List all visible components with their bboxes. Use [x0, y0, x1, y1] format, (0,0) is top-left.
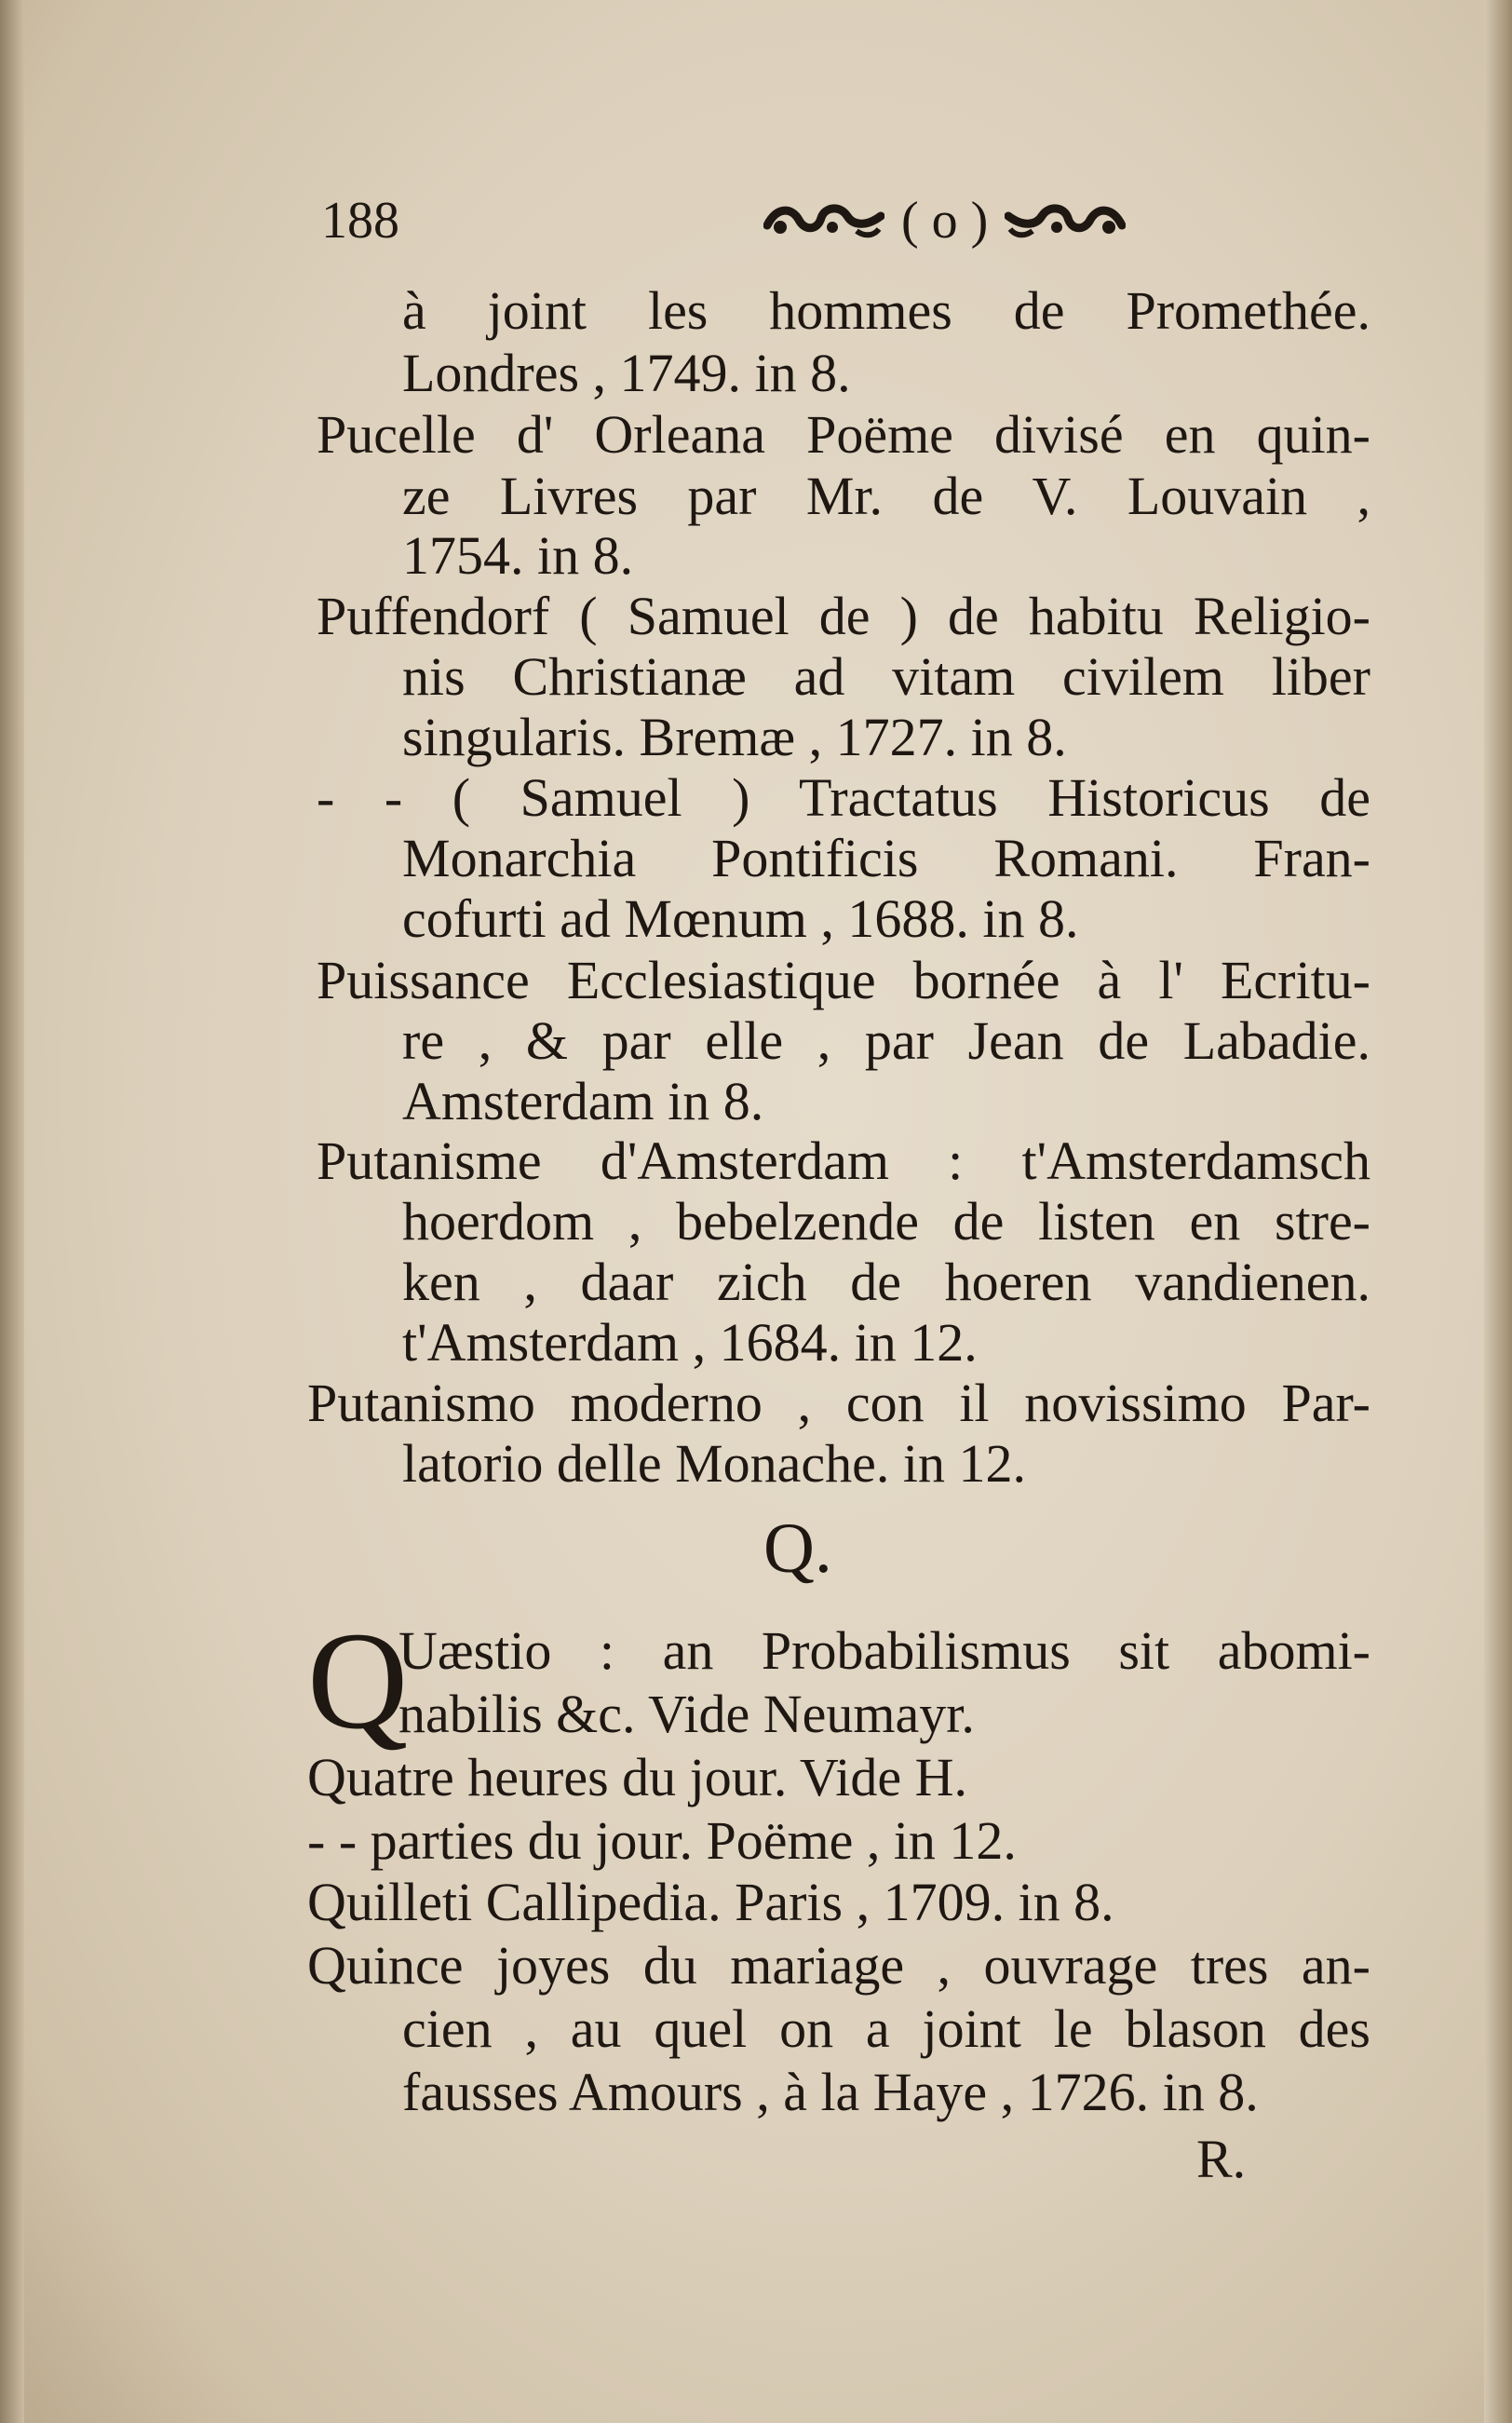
entry-line: re , & par elle , par Jean de Labadie. — [402, 1010, 1370, 1071]
entry-line: singularis. Bremæ , 1727. in 8. — [402, 707, 1067, 767]
entry-line: Puffendorf ( Samuel de ) de habitu Religio- — [317, 586, 1370, 646]
entry-line: ze Livres par Mr. de V. Louvain , — [402, 466, 1370, 526]
drop-cap: Q — [307, 1604, 409, 1758]
entry-line: Pucelle d' Orleana Poëme divisé en quin- — [317, 404, 1370, 465]
entry-line: cien , au quel on a joint le blason des — [402, 1998, 1370, 2059]
entry-line: Puissance Ecclesiastique bornée à l' Ecritu- — [317, 950, 1370, 1010]
entry-line: à joint les hommes de Promethée. — [402, 280, 1370, 341]
entry-line: Amsterdam in 8. — [402, 1071, 764, 1131]
entry-line: 1754. in 8. — [402, 525, 634, 586]
catchword: R. — [1196, 2129, 1247, 2189]
ornament-left-icon — [763, 199, 884, 242]
entry-line: Putanismo moderno , con il novissimo Par- — [307, 1373, 1370, 1433]
entry-line: latorio delle Monache. in 12. — [402, 1433, 1027, 1494]
entry-line: Putanisme d'Amsterdam : t'Amsterdamsch — [317, 1130, 1370, 1191]
page-header — [321, 191, 1364, 256]
entry-line: Quince joyes du mariage , ouvrage tres an- — [307, 1935, 1370, 1996]
entry-line: Quatre heures du jour. Vide H. — [307, 1747, 967, 1807]
entry-line: hoerdom , bebelzende de listen en stre- — [402, 1191, 1370, 1252]
header-mark — [763, 191, 1126, 250]
entry-line: t'Amsterdam , 1684. in 12. — [402, 1312, 978, 1373]
entry-line: nabilis &c. Vide Neumayr. — [398, 1684, 975, 1744]
page-number: 188 — [321, 192, 399, 250]
section-heading: Q. — [763, 1509, 832, 1588]
entry-line: Londres , 1749. in 8. — [402, 343, 851, 403]
entry-line: nis Christianæ ad vitam civilem liber — [402, 646, 1370, 707]
entry-line: Quilleti Callipedia. Paris , 1709. in 8. — [307, 1872, 1114, 1932]
entry-line: - - ( Samuel ) Tractatus Historicus de — [317, 767, 1370, 828]
header-parenthetical: ( o ) — [901, 192, 989, 250]
entry-line: cofurti ad Mœnum , 1688. in 8. — [402, 888, 1079, 949]
entry-line: Monarchia Pontificis Romani. Fran- — [402, 828, 1370, 888]
entry-line: - - parties du jour. Poëme , in 12. — [307, 1810, 1017, 1871]
entry-line: Uæstio : an Probabilismus sit abomi- — [398, 1620, 1370, 1681]
entry-line: fausses Amours , à la Haye , 1726. in 8. — [402, 2062, 1259, 2122]
entry-line: ken , daar zich de hoeren vandienen. — [402, 1252, 1370, 1312]
ornament-right-icon — [1005, 199, 1126, 242]
